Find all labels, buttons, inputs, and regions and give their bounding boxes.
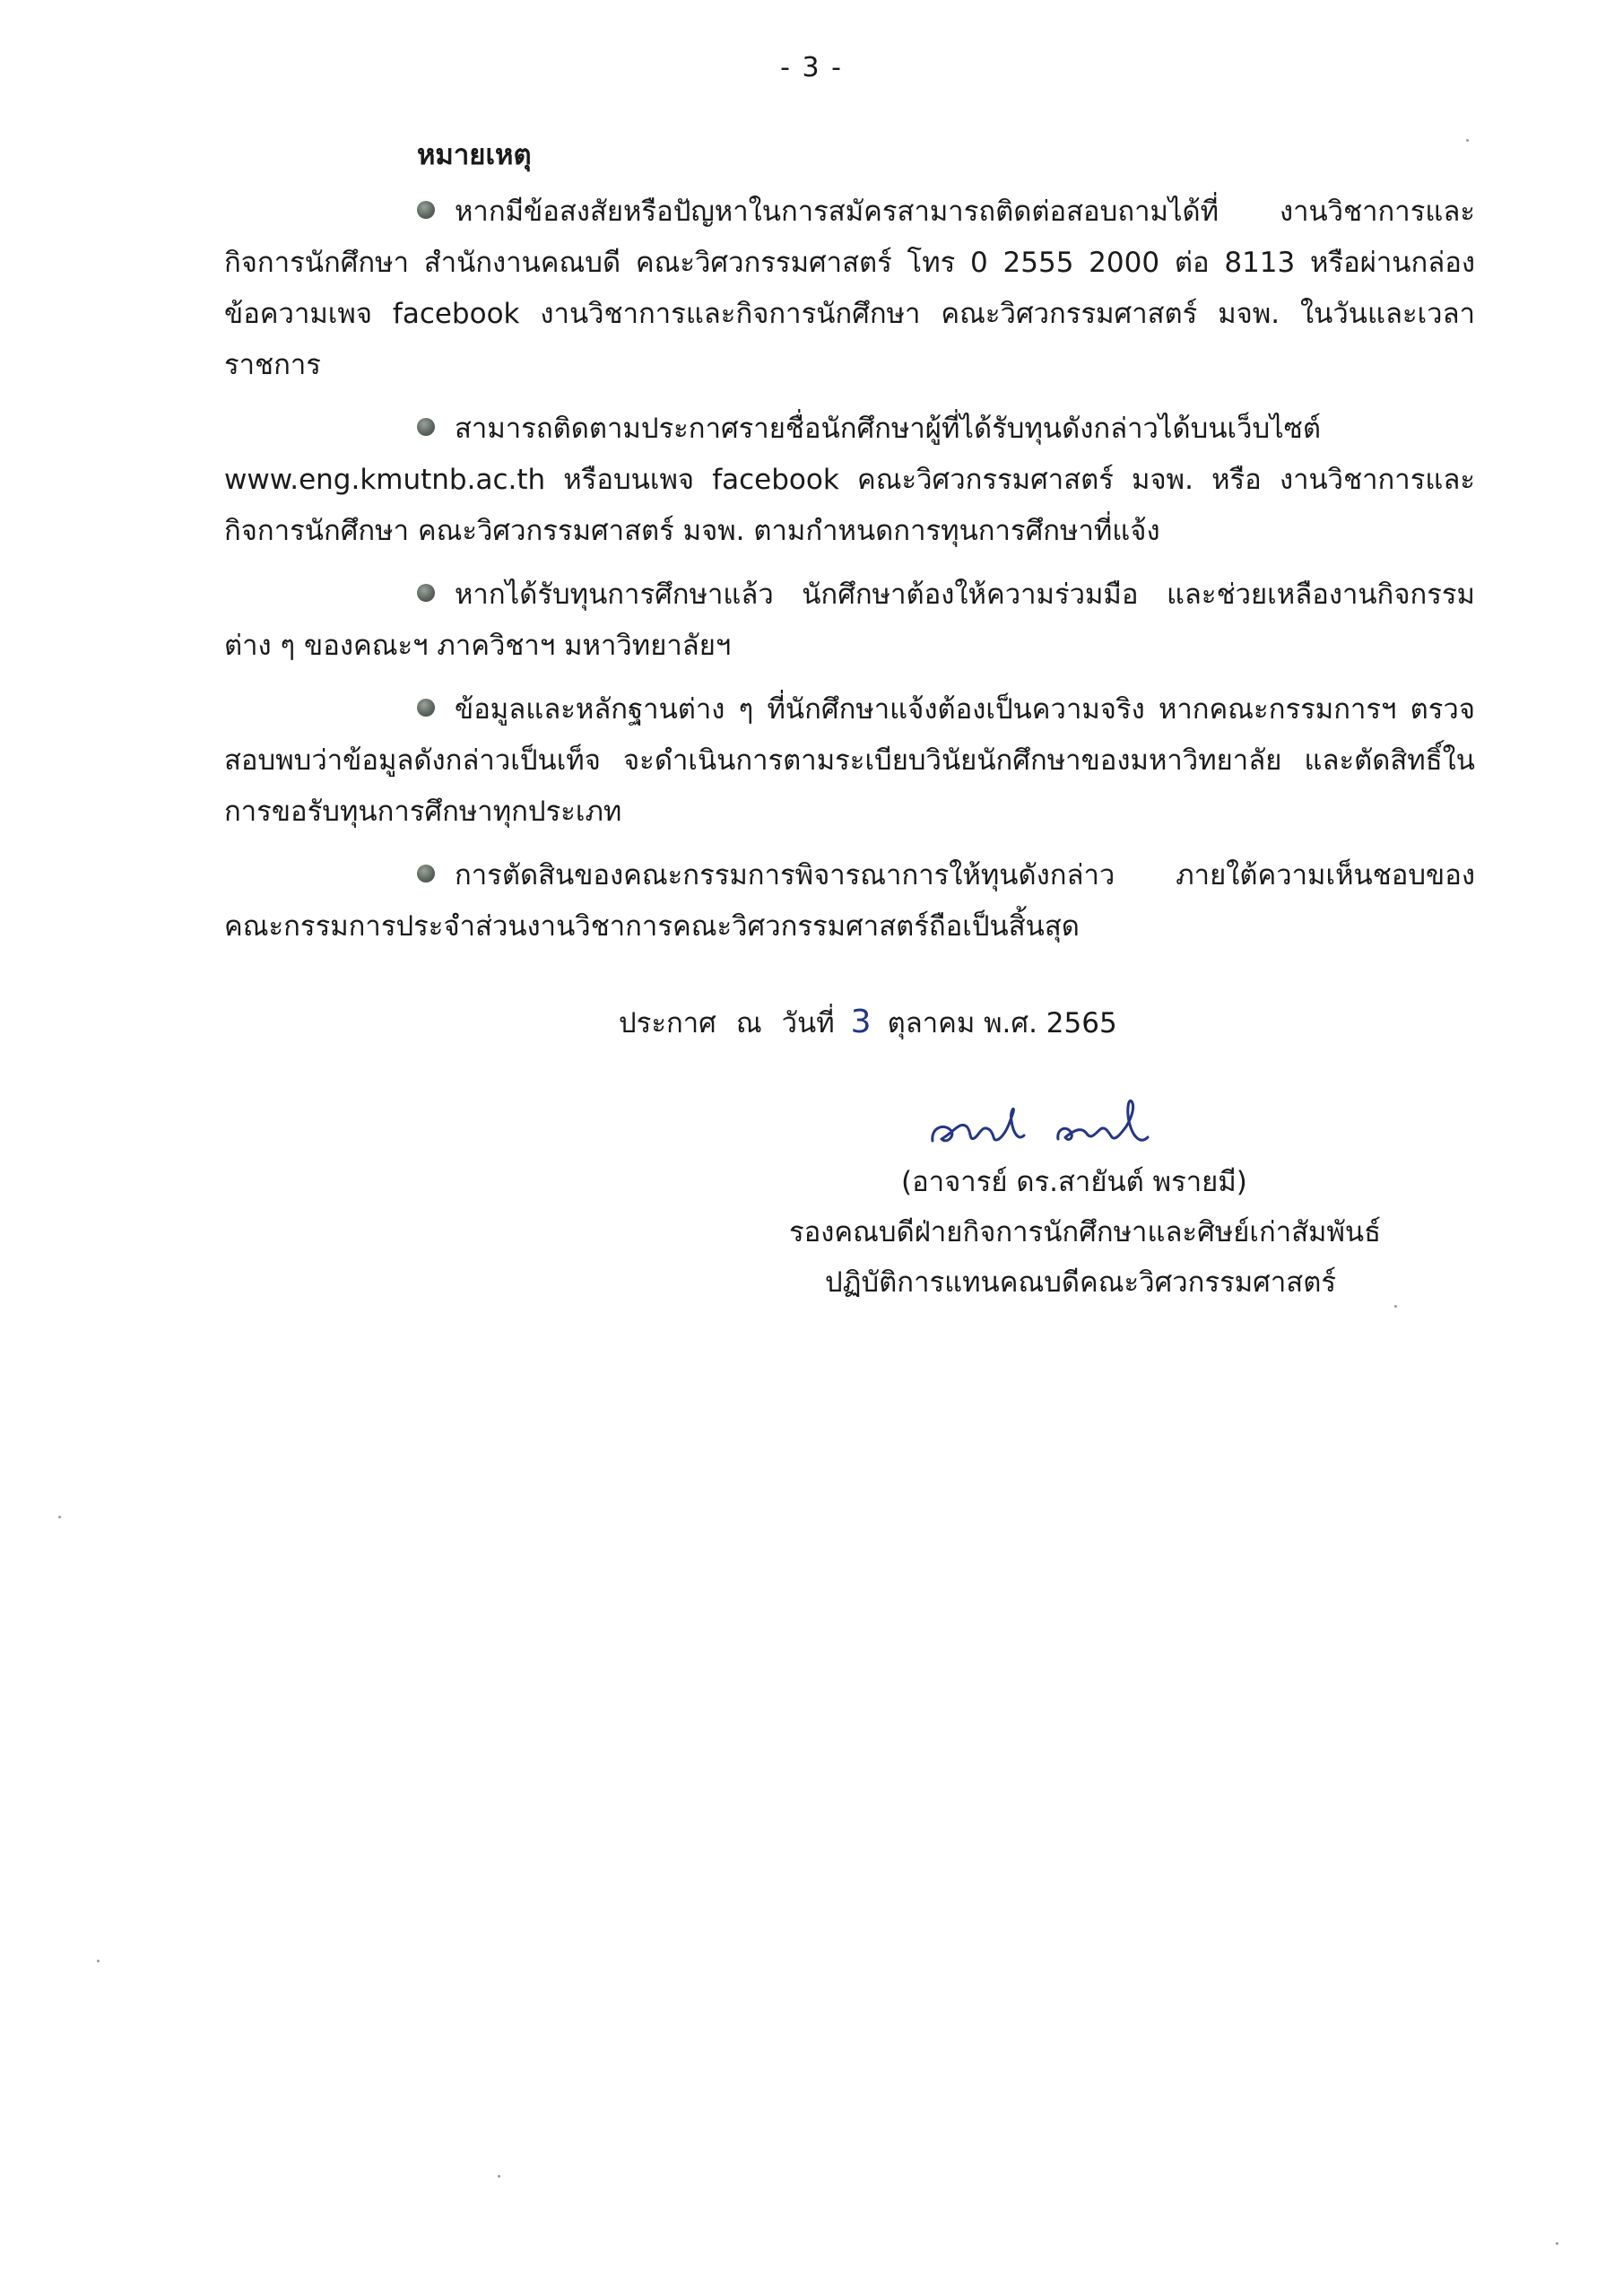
announcement-at: ณ — [735, 1007, 762, 1039]
note-text: หากมีข้อสงสัยหรือปัญหาในการสมัครสามารถติดต่อสอบถามได้ที่ งานวิชาการและกิจการนักศึกษา สำนักงานคณบดี คณะวิศวกรรมศาสตร์ โทร 0 2555 2000 ต่อ 8113 หรือผ่านกล่องข้อความเพจ facebook งานวิชาการและกิจการนักศึกษา คณะวิศวกรรมศาสตร์ มจพ. ในวันและเวลาราชการ — [224, 196, 1475, 381]
scan-speck — [58, 1516, 61, 1518]
notes-section — [224, 130, 1475, 965]
announcement-day: 3 — [850, 1004, 872, 1040]
note-item — [224, 187, 1475, 391]
note-item — [224, 570, 1475, 672]
bullet-icon — [417, 418, 435, 436]
note-item — [224, 404, 1475, 557]
note-text: สามารถติดตามประกาศรายชื่อนักศึกษาผู้ที่ได้รับทุนดังกล่าวได้บนเว็บไซต์ www.eng.kmutnb.ac.th หรือบนเพจ facebook คณะวิศวกรรมศาสตร์ มจพ. หรือ งานวิชาการและกิจการนักศึกษา คณะวิศวกรรมศาสตร์ มจพ. ตามกำหนดการทุนการศึกษาที่แจ้ง — [224, 413, 1475, 547]
bullet-icon — [417, 584, 435, 602]
scan-speck — [1466, 139, 1469, 142]
signatory-block — [699, 1157, 1453, 1308]
announcement-month-year: ตุลาคม พ.ศ. 2565 — [887, 1007, 1117, 1039]
note-text: การตัดสินของคณะกรรมการพิจารณาการให้ทุนดังกล่าว ภายใต้ความเห็นชอบของคณะกรรมการประจำส่วนงานวิชาการคณะวิศวกรรมศาสตร์ถือเป็นสิ้นสุด — [224, 859, 1475, 943]
scan-speck — [1394, 1305, 1397, 1308]
scan-speck — [1556, 2242, 1558, 2245]
page-number: - 3 - — [780, 52, 843, 83]
announcement-prefix: ประกาศ — [619, 1007, 716, 1039]
bullet-icon — [417, 699, 435, 717]
bullet-icon — [417, 865, 435, 883]
signature-icon — [924, 1085, 1193, 1166]
notes-heading: หมายเหตุ — [417, 139, 532, 171]
announcement-day-label: วันที่ — [781, 1007, 835, 1039]
signatory-name: (อาจารย์ ดร.สายันต์ พรายมี) — [901, 1166, 1247, 1198]
note-text: ข้อมูลและหลักฐานต่าง ๆ ที่นักศึกษาแจ้งต้องเป็นความจริง หากคณะกรรมการฯ ตรวจสอบพบว่าข้อมูลดังกล่าวเป็นเท็จ จะดำเนินการตามระเบียบวินัยนักศึกษาของมหาวิทยาลัย และตัดสิทธิ์ในการขอรับทุนการศึกษาทุกประเภท — [224, 693, 1475, 828]
scan-speck — [498, 2175, 500, 2178]
scan-speck — [97, 1960, 100, 1962]
note-item — [224, 850, 1475, 952]
bullet-icon — [417, 201, 435, 219]
note-text: หากได้รับทุนการศึกษาแล้ว นักศึกษาต้องให้ความร่วมมือ และช่วยเหลืองานกิจกรรมต่าง ๆ ของคณะฯ ภาควิชาฯ มหาวิทยาลัยฯ — [224, 578, 1475, 662]
announcement-date — [619, 1000, 1117, 1045]
signatory-acting-position: ปฏิบัติการแทนคณบดีคณะวิศวกรรมศาสตร์ — [825, 1266, 1336, 1299]
note-item — [224, 684, 1475, 838]
signatory-position: รองคณบดีฝ่ายกิจการนักศึกษาและศิษย์เก่าสัมพันธ์ — [789, 1216, 1382, 1248]
